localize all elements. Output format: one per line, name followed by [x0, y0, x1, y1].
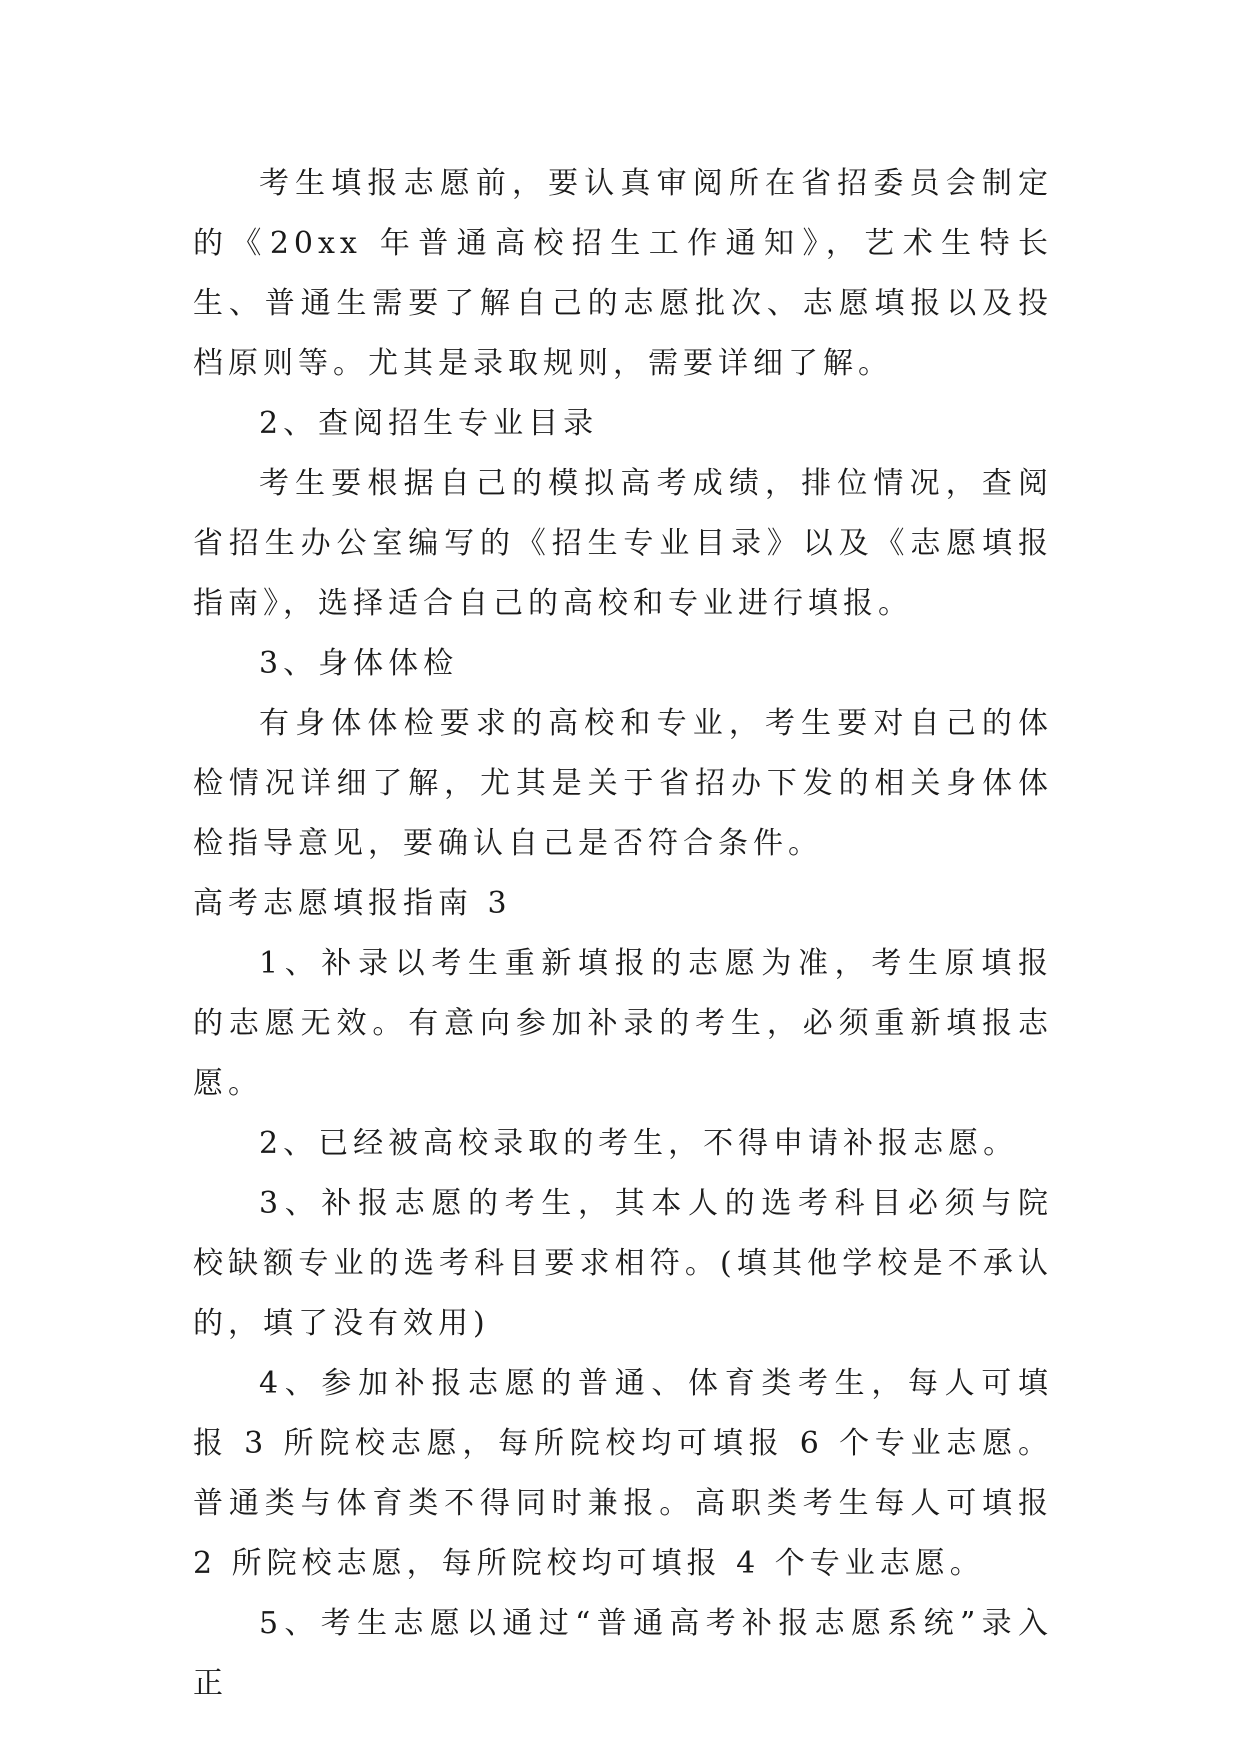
paragraph-catalog: 考生要根据自己的模拟高考成绩，排位情况，查阅省招生办公室编写的《招生专业目录》以及《志愿填报指南》，选择适合自己的高校和专业进行填报。 — [193, 466, 1053, 621]
section-heading-catalog: 2、查阅招生专业目录 — [259, 406, 599, 441]
paragraph-physical-exam: 有身体体检要求的高校和专业，考生要对自己的体检情况详细了解，尤其是关于省招办下发的相关身体体检指导意见，要确认自己是否符合条件。 — [193, 706, 1053, 861]
rule-item-4: 4、参加补报志愿的普通、体育类考生，每人可填报 3 所院校志愿，每所院校均可填报 6 个专业志愿。普通类与体育类不得同时兼报。高职类考生每人可填报 2 所院校志愿，每所院校均可填报 4 个专业志愿。 — [193, 1366, 1053, 1581]
document-body — [193, 154, 1053, 1714]
rule-item-3: 3、补报志愿的考生，其本人的选考科目必须与院校缺额专业的选考科目要求相符。(填其他学校是不承认的，填了没有效用) — [193, 1186, 1053, 1341]
paragraph-exam-notice: 考生填报志愿前，要认真审阅所在省招委员会制定的《20xx 年普通高校招生工作通知》，艺术生特长生、普通生需要了解自己的志愿批次、志愿填报以及投档原则等。尤其是录取规则，需要详细了解。 — [193, 166, 1053, 381]
rule-item-5: 5、考生志愿以通过“普通高考补报志愿系统”录入正 — [193, 1606, 1053, 1701]
guide-title: 高考志愿填报指南 3 — [193, 886, 512, 921]
rule-item-2: 2、已经被高校录取的考生，不得申请补报志愿。 — [259, 1126, 1019, 1161]
rule-item-1: 1、补录以考生重新填报的志愿为准，考生原填报的志愿无效。有意向参加补录的考生，必须重新填报志愿。 — [193, 946, 1053, 1101]
section-heading-physical-exam: 3、身体体检 — [259, 646, 459, 681]
